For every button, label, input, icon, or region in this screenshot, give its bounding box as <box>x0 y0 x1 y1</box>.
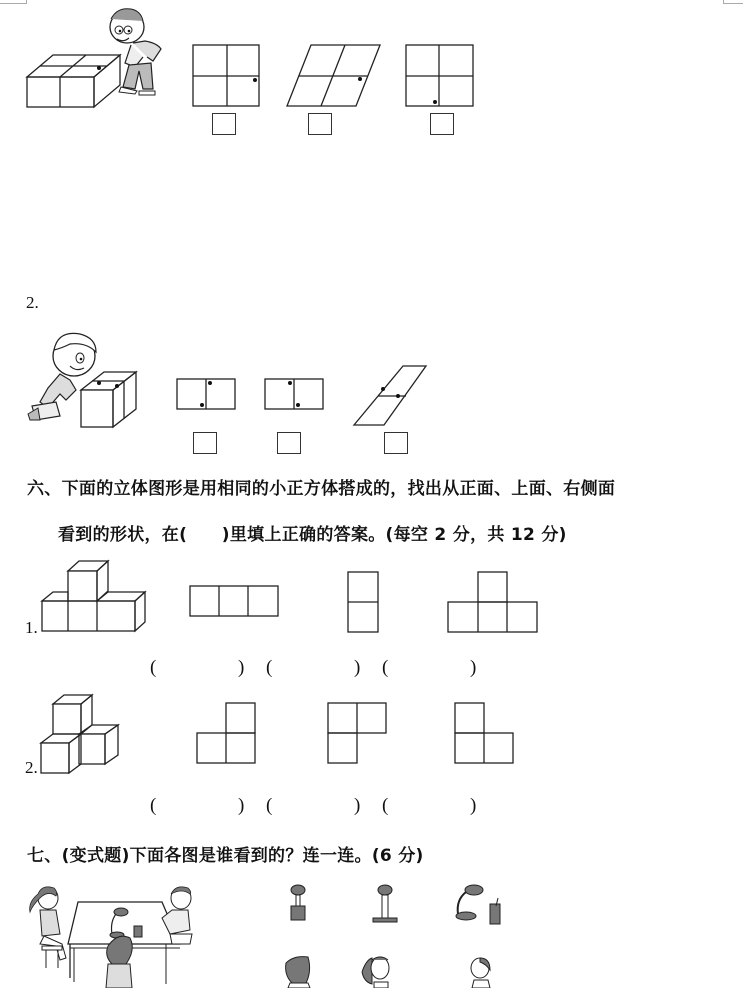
view-option-2-parallelogram[interactable] <box>286 45 382 107</box>
blank-close-1: ) <box>238 795 245 816</box>
view-7-lamp-side[interactable] <box>370 884 400 924</box>
answer-box-5-2-a[interactable] <box>193 432 217 454</box>
answer-blank-6-1-a[interactable] <box>160 657 235 679</box>
view-7-lamp-and-cup[interactable] <box>452 884 504 928</box>
view-7-lamp-front[interactable] <box>288 884 308 924</box>
section-6-heading-line1: 六、下面的立体图形是用相同的小正方体搭成的，找出从正面、上面、右侧面 <box>27 479 616 499</box>
view-7-child-back[interactable] <box>284 955 314 988</box>
answer-box-5-1-c[interactable] <box>430 113 454 135</box>
blank-open-3: ( <box>382 795 389 816</box>
two-cubes-front-to-back <box>80 370 138 428</box>
answer-blank-6-1-c[interactable] <box>392 657 467 679</box>
answer-blank-6-2-a[interactable] <box>160 795 235 817</box>
corner-mark-top-left <box>0 0 27 4</box>
blank-close-2: ) <box>354 795 361 816</box>
problem-6-1-label: 1. <box>25 618 38 637</box>
view-option-2-rect[interactable] <box>264 378 324 410</box>
corner-mark-top-right <box>723 0 743 4</box>
question-5-2-label: 2. <box>26 293 39 312</box>
blank-close-1: ) <box>238 657 245 678</box>
answer-box-5-1-a[interactable] <box>212 113 236 135</box>
answer-blank-6-2-c[interactable] <box>392 795 467 817</box>
blank-open-1: ( <box>150 657 157 678</box>
answer-box-5-2-c[interactable] <box>384 432 408 454</box>
view-option-3-grid[interactable] <box>406 45 474 107</box>
view-6-2-gamma[interactable] <box>327 702 389 764</box>
blank-close-2: ) <box>354 657 361 678</box>
section-7-heading: 七、(变式题)下面各图是谁看到的？连一连。(6 分) <box>27 846 424 866</box>
solid-6-1-t-shape <box>40 560 146 632</box>
solid-6-2-l-shape <box>40 694 130 774</box>
view-6-1-row-of-three[interactable] <box>189 585 279 617</box>
blank-open-3: ( <box>382 657 389 678</box>
answer-box-5-1-b[interactable] <box>308 113 332 135</box>
view-7-boy-profile[interactable] <box>466 956 496 988</box>
section-6-heading-line2: 看到的形状，在( )里填上正确的答案。(每空 2 分，共 12 分) <box>58 525 567 545</box>
view-6-2-l-left[interactable] <box>454 702 516 764</box>
view-6-1-vertical-two[interactable] <box>347 571 379 633</box>
blank-open-2: ( <box>266 795 273 816</box>
view-6-1-t-shape[interactable] <box>447 571 539 633</box>
blank-close-3: ) <box>470 657 477 678</box>
children-around-table-scene <box>26 884 196 988</box>
view-option-1-rect[interactable] <box>176 378 236 410</box>
boy-leaning-illustration <box>95 5 175 100</box>
view-option-3-parallelogram[interactable] <box>353 366 429 426</box>
view-7-girl-face[interactable] <box>360 954 392 988</box>
answer-blank-6-1-b[interactable] <box>276 657 351 679</box>
problem-6-2-label: 2. <box>25 758 38 777</box>
blank-close-3: ) <box>470 795 477 816</box>
view-option-1-grid[interactable] <box>192 45 260 107</box>
blank-open-2: ( <box>266 657 273 678</box>
blank-open-1: ( <box>150 795 157 816</box>
answer-blank-6-2-b[interactable] <box>276 795 351 817</box>
answer-box-5-2-b[interactable] <box>277 432 301 454</box>
view-6-2-l-right[interactable] <box>196 702 256 764</box>
